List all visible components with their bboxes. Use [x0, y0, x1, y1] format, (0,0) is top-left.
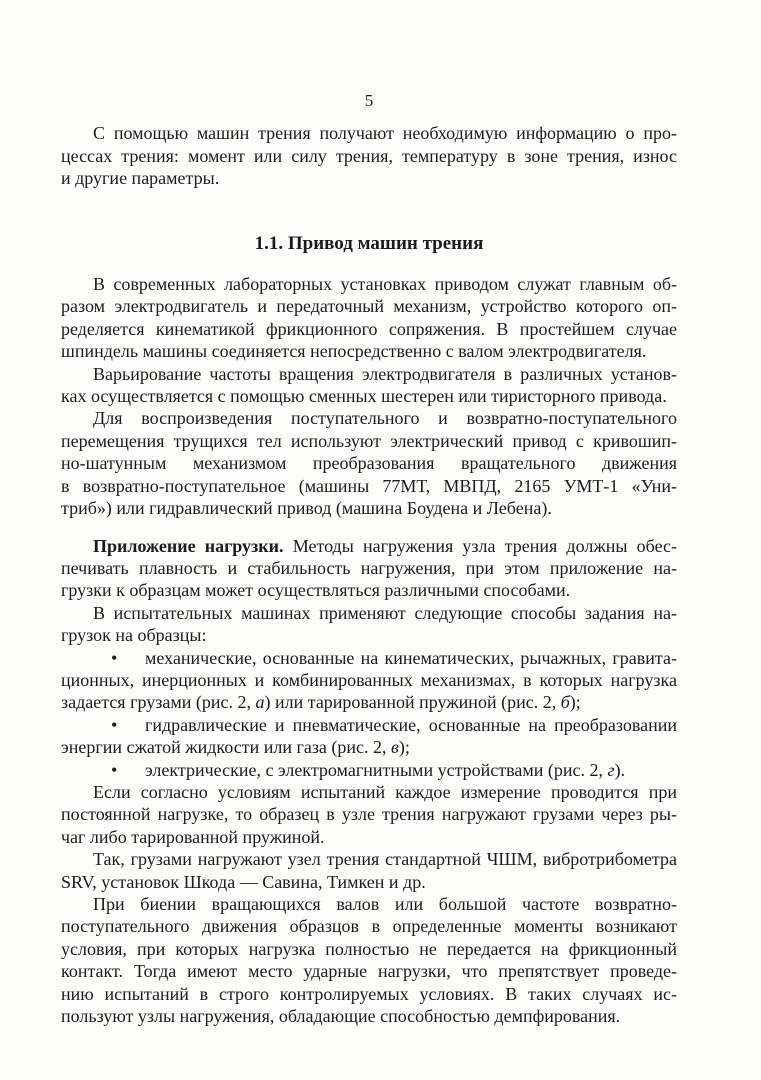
text-line [61, 759, 677, 781]
bullet-marker: • [111, 647, 118, 668]
bullet-marker: • [111, 759, 118, 780]
text-run: нию испытаний в строго контролируемых условиях. В таких случаях ис- [61, 983, 677, 1004]
text-line [61, 647, 677, 669]
text-run: SRV, установок Шкода — Савина, Тимкен и др. [61, 871, 426, 892]
text-run: механические, основанные на кинематических, рычажных, гравита- [145, 647, 677, 668]
text-run: и другие параметры. [61, 168, 220, 189]
bullet-item [61, 647, 677, 714]
paragraph [61, 893, 677, 1027]
text-run: В современных лабораторных установках приводом служат главным об- [93, 274, 677, 295]
bullet-item [61, 714, 677, 759]
paragraph [61, 848, 677, 893]
section-heading [61, 233, 677, 255]
figure-letter: а [255, 692, 265, 713]
figure-letter: г [607, 759, 615, 780]
text-run: грузки к образцам может осуществляться различными способами. [61, 580, 571, 601]
text-line [61, 363, 677, 385]
text-run: контакт. Тогда имеют место ударные нагрузки, что препятствует проведе- [61, 961, 677, 982]
text-run: 1.1. Привод машин трения [254, 232, 484, 254]
text-line [61, 122, 677, 144]
text-run: ционных, инерционных и комбинированных механизмах, в которых нагрузка [61, 669, 677, 690]
text-run: Если согласно условиям испытаний каждое измерение проводится при [93, 781, 677, 802]
text-line [61, 624, 677, 646]
text-line [61, 938, 677, 960]
text-run: чаг либо тарированной пружиной. [61, 826, 325, 847]
text-line [61, 497, 677, 519]
text-line [61, 233, 677, 255]
text-line [61, 535, 677, 557]
bullet-item [61, 759, 677, 781]
text-line [61, 669, 677, 691]
page-body [61, 122, 677, 1027]
text-run: При биении вращающихся валов или большой частоте возвратно- [93, 894, 677, 914]
text-run: в возвратно-поступательное (машины 77МТ, МВПД, 2165 УМТ-1 «Уни- [61, 475, 677, 496]
text-run: пользуют узлы нагружения, обладающие способностью демпфирования. [61, 1006, 621, 1027]
text-run: ределяется кинематикой фрикционного сопряжения. В простейшем случае [61, 318, 677, 339]
text-run: ках осуществляется с помощью сменных шестерен или тиристорного привода. [61, 386, 667, 407]
text-run: перемещения трущихся тел используют электрический привод с кривошип- [61, 430, 677, 451]
text-line [61, 781, 677, 803]
text-run: триб») или гидравлический привод (машина Боудена и Лебена). [61, 498, 552, 519]
text-run: С помощью машин трения получают необходимую информацию о про- [93, 123, 677, 144]
page-number: 5 [364, 91, 374, 110]
text-line [61, 826, 677, 848]
paragraph [61, 363, 677, 408]
figure-letter: в [391, 737, 399, 758]
text-run: Методы нагружения узла трения должны обес- [283, 535, 677, 556]
text-line [61, 803, 677, 825]
text-run: грузок на образцы: [61, 625, 207, 646]
text-line [61, 407, 677, 429]
text-run: разом электродвигатель и передаточный механизм, устройство которого оп- [61, 296, 677, 317]
text-run: Для воспроизведения поступательного и возвратно-поступательного [93, 408, 677, 429]
text-run: задается грузами (рис. 2, [61, 692, 256, 713]
bullet-marker: • [111, 714, 118, 735]
bold-lead-text: Приложение нагрузки. [93, 535, 284, 556]
text-line [61, 871, 677, 893]
paragraph [61, 781, 677, 848]
text-line [61, 273, 677, 295]
text-line [61, 385, 677, 407]
text-run: энергии сжатой жидкости или газа (рис. 2, [61, 737, 392, 758]
paragraph [61, 407, 677, 519]
text-run: ); [398, 737, 410, 758]
text-run: Варьирование частоты вращения электродвигателя в различных установ- [93, 363, 677, 384]
text-line [61, 452, 677, 474]
text-run: шпиндель машины соединяется непосредственно с валом электродвигателя. [61, 341, 647, 362]
text-run: поступательного движения образцов в определенные моменты возникают [61, 916, 677, 937]
text-line [61, 557, 677, 579]
text-line [61, 340, 677, 362]
text-run: цессах трения: момент или силу трения, температуру в зоне трения, износ [61, 145, 677, 166]
text-run: ). [614, 759, 626, 780]
text-run: В испытательных машинах применяют следующие способы задания на- [93, 602, 677, 623]
text-run: гидравлические и пневматические, основанные на преобразовании [145, 714, 677, 735]
text-line [61, 1005, 677, 1027]
figure-letter: б [560, 692, 570, 713]
paragraph [61, 273, 677, 363]
text-run: условия, при которых нагрузка полностью не передается на фрикционный [61, 938, 677, 959]
text-line [61, 318, 677, 340]
text-line [61, 475, 677, 497]
text-run: электрические, с электромагнитными устройствами (рис. 2, [145, 759, 608, 780]
text-run: постоянной нагрузке, то образец в узле трения нагружают грузами через ры- [61, 804, 677, 825]
text-run: но-шатунным механизмом преобразования вращательного движения [61, 453, 677, 474]
text-line [61, 602, 677, 624]
paragraph [61, 602, 677, 647]
text-line [61, 691, 677, 713]
text-line [61, 167, 677, 189]
text-line [61, 145, 677, 167]
text-line [61, 960, 677, 982]
text-line [61, 915, 677, 937]
text-line [61, 848, 677, 870]
text-line [61, 295, 677, 317]
text-run: печивать плавность и стабильность нагружения, при этом приложение на- [61, 557, 677, 578]
text-line [61, 983, 677, 1005]
text-line [61, 736, 677, 758]
text-line [61, 893, 677, 915]
paragraph [61, 535, 677, 602]
text-line [61, 714, 677, 736]
text-line [61, 430, 677, 452]
text-run: Так, грузами нагружают узел трения стандартной ЧШМ, вибротрибометра [93, 849, 677, 870]
text-run: ); [569, 692, 581, 713]
text-run: ) или тарированной пружиной (рис. 2, [264, 692, 561, 713]
paragraph [61, 122, 677, 189]
text-line [61, 579, 677, 601]
